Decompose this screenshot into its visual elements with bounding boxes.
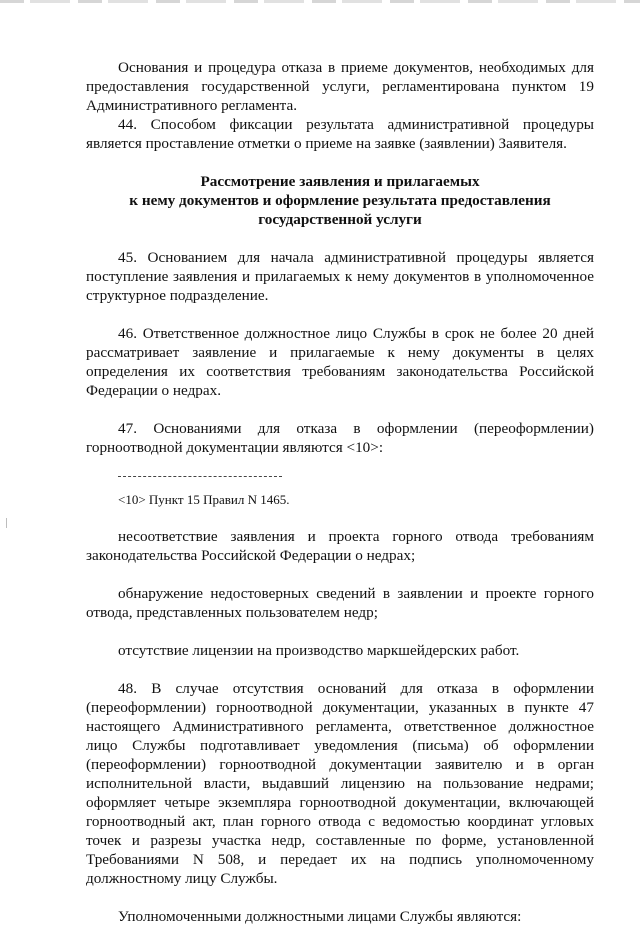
section-heading-line: Рассмотрение заявления и прилагаемых [200,173,480,190]
ground-item: отсутствие лицензии на производство маркшейдерских работ. [118,642,520,659]
paragraph-44: 44. Способом фиксации результата административной процедуры является проставление отметки о приеме на заявке (заявлении) Заявителя. [86,116,594,152]
ground-item: обнаружение недостоверных сведений в заявлении и проекте горного отвода, представленных пользователем недр; [86,585,594,621]
paragraph-authorized-officials: Уполномоченными должностными лицами Службы являются: [118,908,522,925]
section-heading-line: государственной услуги [258,211,422,228]
scan-top-edge [0,0,640,3]
footnote-separator [118,476,282,477]
footnote-10: <10> Пункт 15 Правил N 1465. [118,492,290,507]
paragraph-47: 47. Основаниями для отказа в оформлении (переоформлении) горноотводной документации являются <10>: [86,420,594,456]
section-heading-line: к нему документов и оформление результата предоставления [129,192,551,209]
paragraph-refusal-basis: Основания и процедура отказа в приеме документов, необходимых для предоставления государственной услуги, регламентирована пунктом 19 Административного регламента. [86,59,594,114]
scan-margin-mark [6,518,7,528]
paragraph-48: 48. В случае отсутствия оснований для отказа в оформлении (переоформлении) горноотводной документации, указанных в пункте 47 настоящего Административного регламента, ответственное должностное лицо Службы подготавливает уведомления (письма) об оформлении (переоформлении) горноотводной документации заявителю и в орган исполнительной власти, выдавший лицензию на пользование недрами; оформляет четыре экземпляра горноотводной документации, включающей горноотводный акт, план горного отвода с ведомостью координат угловых точек и разрезы участка недр, составленные по форме, установленной Требованиями N 508, и передает их на подпись уполномоченному должностному лицу Службы. [86,680,594,887]
section-heading [86,172,594,229]
document-body [86,58,594,926]
ground-item: несоответствие заявления и проекта горного отвода требованиям законодательства Российской Федерации о недрах; [86,528,594,564]
paragraph-46: 46. Ответственное должностное лицо Службы в срок не более 20 дней рассматривает заявление и прилагаемые к нему документы в целях определения их соответствия требованиям законодательства Российской Федерации о недрах. [86,325,594,399]
paragraph-45: 45. Основанием для начала административной процедуры является поступление заявления и прилагаемых к нему документов в уполномоченное структурное подразделение. [86,249,594,304]
